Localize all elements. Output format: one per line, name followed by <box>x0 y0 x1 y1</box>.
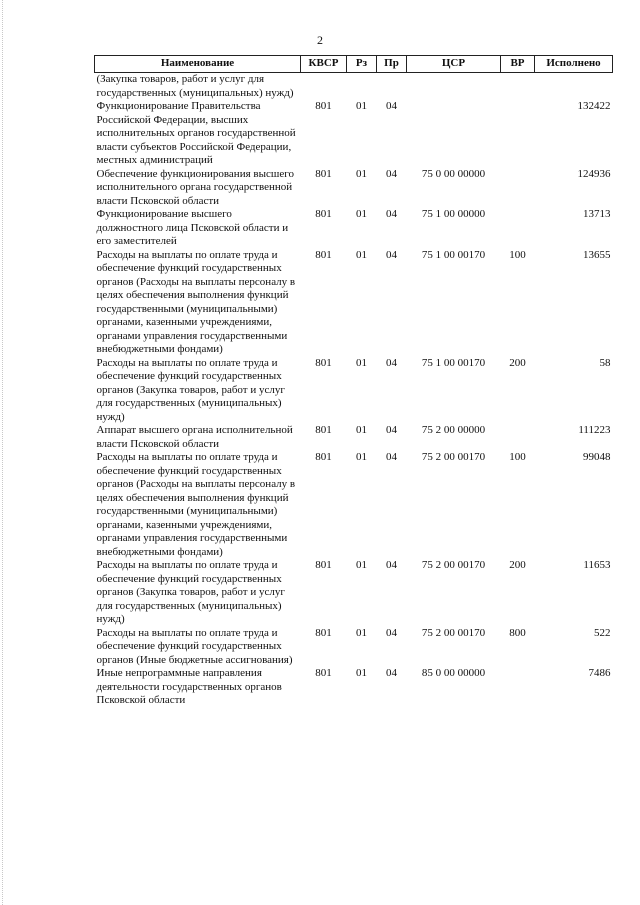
header-rz: Рз <box>347 56 377 73</box>
row-kvsr: 801 <box>315 248 332 261</box>
row-kvsr: 801 <box>315 451 332 463</box>
scan-edge <box>2 0 4 905</box>
row-amount <box>535 73 613 101</box>
row-vr: 100 <box>509 451 526 463</box>
row-kvsr: 801 <box>315 167 332 180</box>
table-row <box>95 73 613 101</box>
table-header-row <box>95 56 613 73</box>
row-kvsr <box>301 73 347 101</box>
row-name: Функционирование Правительства Российской Федерации, высших исполнительных органов государственной власти субъектов Российской Федерации, местных администраций <box>96 100 296 166</box>
row-rz <box>347 73 377 101</box>
row-pr: 04 <box>386 451 397 463</box>
row-rz: 01 <box>356 559 367 571</box>
row-name: Иные непрограммные направления деятельности государственных органов Псковской области <box>96 667 282 706</box>
table-row <box>95 357 613 425</box>
row-kvsr: 801 <box>315 626 332 639</box>
row-kvsr: 801 <box>315 208 332 220</box>
row-kvsr: 801 <box>315 559 332 571</box>
row-csr: 75 1 00 00000 <box>421 208 486 220</box>
budget-table <box>94 55 613 708</box>
row-name: Функционирование высшего должностного лица Псковской области и его заместителей <box>96 208 289 247</box>
row-name: Расходы на выплаты по оплате труда и обеспечение функций государственных органов (Закупка товаров, работ и услуг для государственных (муниципальных) нужд) <box>96 356 285 423</box>
row-amount: 132422 <box>577 100 611 112</box>
row-rz: 01 <box>356 248 367 261</box>
row-amount: 111223 <box>578 424 611 436</box>
row-pr: 04 <box>386 559 397 571</box>
row-rz: 01 <box>356 208 367 220</box>
row-pr: 04 <box>386 100 397 112</box>
row-amount: 7486 <box>588 667 611 679</box>
header-pr: Пр <box>377 56 407 73</box>
row-kvsr: 801 <box>315 356 332 369</box>
row-csr: 75 1 00 00170 <box>421 356 486 369</box>
row-kvsr: 801 <box>315 100 332 112</box>
header-name: Наименование <box>95 56 301 73</box>
row-csr: 75 2 00 00000 <box>421 424 486 436</box>
row-pr: 04 <box>386 667 397 679</box>
row-csr: 75 2 00 00170 <box>421 559 486 571</box>
table-row <box>95 559 613 627</box>
table-row <box>95 208 613 249</box>
row-pr: 04 <box>386 356 397 369</box>
row-pr: 04 <box>386 208 397 220</box>
row-rz: 01 <box>356 100 367 112</box>
row-vr <box>501 168 535 209</box>
header-csr: ЦСР <box>407 56 501 73</box>
row-vr <box>501 424 535 451</box>
row-vr <box>501 100 535 168</box>
row-name: Расходы на выплаты по оплате труда и обеспечение функций государственных органов (Расходы на выплаты персоналу в целях обеспечения выполнения функций государственными (муниципальными) органами, казенными учреждениями, органами управления государственными внебюджетными фондами) <box>96 451 296 558</box>
row-name: Обеспечение функционирования высшего исполнительного органа государственной власти Псковской области <box>96 167 294 207</box>
row-vr: 200 <box>509 356 526 369</box>
table-row <box>95 424 613 451</box>
table-row <box>95 168 613 209</box>
row-pr: 04 <box>386 248 397 261</box>
row-amount: 99048 <box>583 451 611 463</box>
page-number: 2 <box>317 33 323 47</box>
row-amount: 13655 <box>583 248 611 261</box>
row-pr <box>377 73 407 101</box>
row-rz: 01 <box>356 424 367 436</box>
row-csr: 75 1 00 00170 <box>421 248 486 261</box>
row-rz: 01 <box>356 667 367 679</box>
row-pr: 04 <box>386 424 397 436</box>
row-vr <box>501 667 535 708</box>
row-vr <box>501 73 535 101</box>
row-name: Аппарат высшего органа исполнительной власти Псковской области <box>96 424 293 450</box>
row-name: Расходы на выплаты по оплате труда и обеспечение функций государственных органов (Закупка товаров, работ и услуг для государственных (муниципальных) нужд) <box>96 559 285 625</box>
row-csr: 85 0 00 00000 <box>421 667 486 679</box>
row-csr <box>407 73 501 101</box>
row-csr: 75 2 00 00170 <box>421 626 486 639</box>
table-row <box>95 451 613 559</box>
row-csr: 75 2 00 00170 <box>421 451 486 463</box>
header-amount: Исполнено <box>535 56 613 73</box>
row-kvsr: 801 <box>315 424 332 436</box>
row-pr: 04 <box>386 167 397 180</box>
row-rz: 01 <box>356 356 367 369</box>
header-kvsr: КВСР <box>301 56 347 73</box>
row-vr: 100 <box>509 248 526 261</box>
row-kvsr: 801 <box>315 667 332 679</box>
row-rz: 01 <box>356 167 367 180</box>
row-amount: 522 <box>594 626 611 639</box>
row-amount: 13713 <box>583 208 611 220</box>
row-amount: 124936 <box>577 167 611 180</box>
row-csr: 75 0 00 00000 <box>421 167 486 180</box>
row-name: Расходы на выплаты по оплате труда и обеспечение функций государственных органов (Иные бюджетные ассигнования) <box>96 626 293 666</box>
row-csr <box>407 100 501 168</box>
row-vr: 800 <box>509 626 526 639</box>
row-amount: 58 <box>599 356 611 369</box>
row-rz: 01 <box>356 451 367 463</box>
header-vr: ВР <box>501 56 535 73</box>
row-pr: 04 <box>386 626 397 639</box>
row-rz: 01 <box>356 626 367 639</box>
table-row <box>95 249 613 357</box>
table-row <box>95 627 613 668</box>
row-name: (Закупка товаров, работ и услуг для государственных (муниципальных) нужд) <box>96 73 294 99</box>
table-row <box>95 667 613 708</box>
table-row <box>95 100 613 168</box>
row-name: Расходы на выплаты по оплате труда и обеспечение функций государственных органов (Расходы на выплаты персоналу в целях обеспечения выполнения функций государственными (муниципальными) органами, казенными учреждениями, органами управления государственными внебюджетными фондами) <box>96 248 296 355</box>
row-vr: 200 <box>509 559 526 571</box>
row-vr <box>501 208 535 249</box>
row-amount: 11653 <box>583 559 611 571</box>
